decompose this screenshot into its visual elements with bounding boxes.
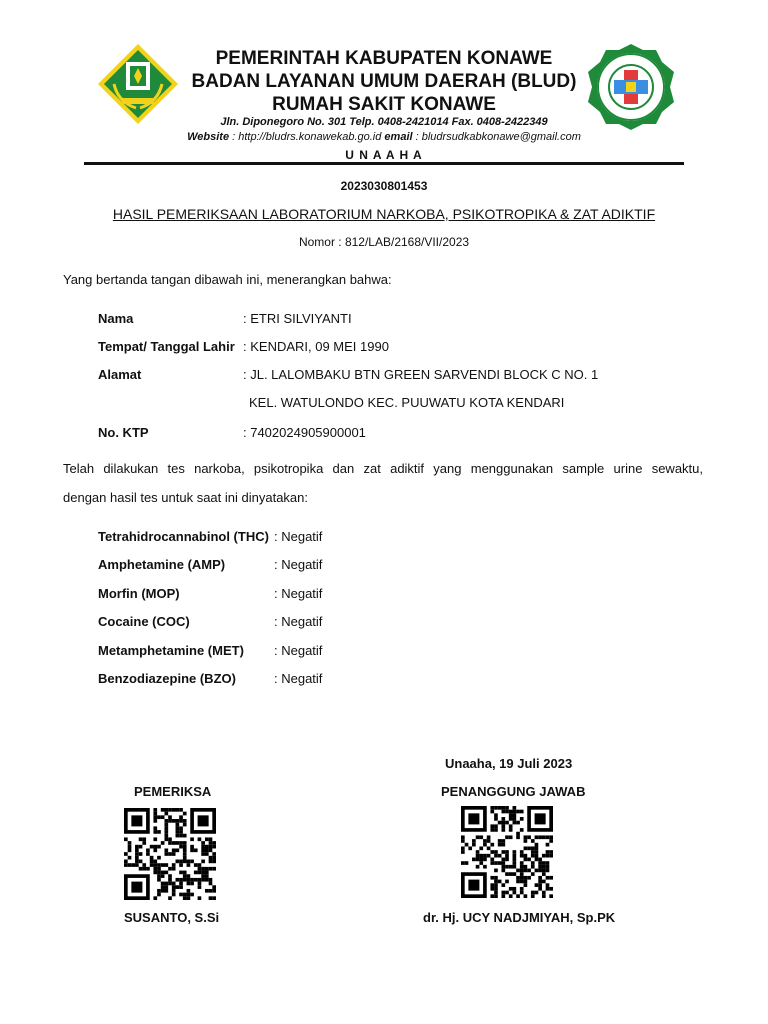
email-label: email: [384, 131, 413, 143]
result-value: : Negatif: [274, 614, 323, 629]
result-value: : Negatif: [274, 557, 323, 572]
result-label: Tetrahidrocannabinol (THC): [98, 529, 269, 544]
intro-text: Yang bertanda tangan dibawah ini, menerangkan bahwa:: [63, 272, 392, 287]
result-label: Amphetamine (AMP): [98, 557, 226, 572]
statement-line1: Telah dilakukan tes narkoba, psikotropika dan zat adiktif yang menggunakan sample urine sewaktu,: [63, 461, 703, 476]
examiner-qr-code: [124, 808, 216, 900]
result-value: : Negatif: [274, 643, 323, 658]
result-value: : Negatif: [274, 586, 323, 601]
ktp-value: : 7402024905900001: [243, 425, 366, 440]
result-value: : Negatif: [274, 529, 323, 544]
address-value-line1: : JL. LALOMBAKU BTN GREEN SARVENDI BLOCK C NO. 1: [243, 367, 599, 382]
result-label: Morfin (MOP): [98, 586, 180, 601]
responsible-qr-code: [461, 806, 553, 898]
examiner-title: PEMERIKSA: [134, 784, 212, 799]
header-agency: BADAN LAYANAN UMUM DAERAH (BLUD): [191, 71, 577, 92]
header-divider: [84, 162, 684, 165]
address-value-line2: KEL. WATULONDO KEC. PUUWATU KOTA KENDARI: [249, 395, 565, 410]
name-value: : ETRI SILVIYANTI: [243, 311, 352, 326]
responsible-title: PENANGGUNG JAWAB: [441, 784, 586, 799]
result-label: Metamphetamine (MET): [98, 643, 244, 658]
address-label: Alamat: [98, 367, 142, 382]
statement-line2: dengan hasil tes untuk saat ini dinyatakan:: [63, 490, 309, 505]
document-title: HASIL PEMERIKSAAN LABORATORIUM NARKOBA, PSIKOTROPIKA & ZAT ADIKTIF: [112, 206, 656, 222]
responsible-name: dr. Hj. UCY NADJMIYAH, Sp.PK: [423, 910, 616, 925]
birth-value: : KENDARI, 09 MEI 1990: [243, 339, 389, 354]
website-label: Website: [187, 131, 230, 143]
signature-date: Unaaha, 19 Juli 2023: [445, 756, 573, 771]
birth-label: Tempat/ Tanggal Lahir: [98, 339, 235, 354]
document-nomor: Nomor : 812/LAB/2168/VII/2023: [298, 235, 470, 249]
header-hospital: RUMAH SAKIT KONAWE: [272, 94, 496, 115]
result-value: : Negatif: [274, 671, 323, 686]
header-government: PEMERINTAH KABUPATEN KONAWE: [215, 48, 553, 69]
document-number: 2023030801453: [340, 179, 428, 193]
result-label: Benzodiazepine (BZO): [98, 671, 236, 686]
header-contact: [0, 131, 768, 143]
ktp-label: No. KTP: [98, 425, 149, 440]
header-city: U N A A H A: [345, 148, 423, 162]
examiner-name: SUSANTO, S.Si: [124, 910, 220, 925]
email-value: : bludrsudkabkonawe@gmail.com: [412, 131, 581, 143]
name-label: Nama: [98, 311, 134, 326]
result-label: Cocaine (COC): [98, 614, 190, 629]
website-value: : http://bludrs.konawekab.go.id: [229, 131, 385, 143]
header-address: Jln. Diponegoro No. 301 Telp. 0408-2421014 Fax. 0408-2422349: [220, 116, 548, 128]
